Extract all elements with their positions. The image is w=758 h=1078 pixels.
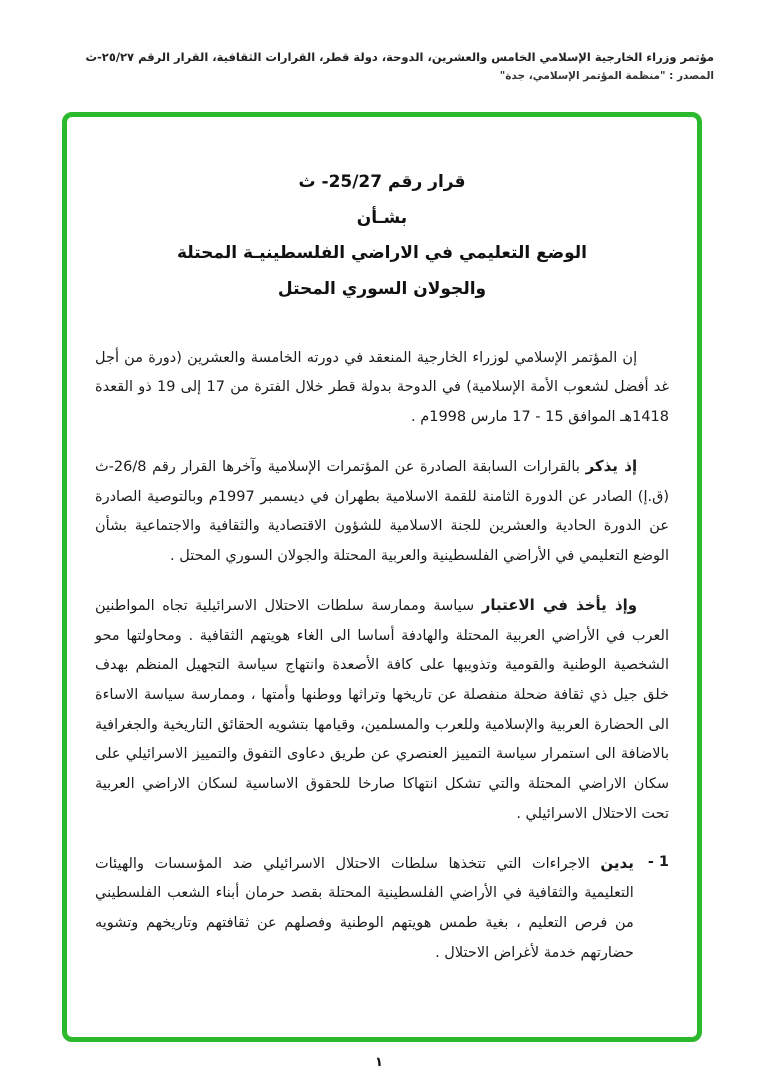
paragraph-recalling-text: بالقرارات السابقة الصادرة عن المؤتمرات الإسلامية وآخرها القرار رقم 26/8-ث (ق.إ) الصادر عن الدورة الثامنة للقمة الاسلامية بطهران في ديسمبر 1997م وبالتوصية الصادرة عن الدورة الحادية والعشرين للجنة الاسلامية للشؤون الاقتصادية والثقافية والاجتماعية بشأن الوضع التعليمي في الأراضي الفلسطينية والعربية المحتلة والجولان السوري المحتل .	[95, 458, 669, 565]
paragraph-recalling	[95, 451, 669, 572]
header-source-line: المصدر : "منظمة المؤتمر الإسلامي، جدة"	[499, 70, 714, 82]
resolution-body	[95, 342, 669, 969]
resolution-regarding-label: بشـأن	[356, 207, 408, 228]
resolution-item-1-lead: يدين	[600, 853, 634, 872]
resolution-subject-line1: الوضع التعليمي في الاراضي الفلسطينيـة المحتلة	[176, 243, 587, 264]
resolution-title-block	[95, 165, 669, 308]
paragraph-considering-text: سياسة وممارسة سلطات الاحتلال الاسرائيلية تجاه المواطنين العرب في الأراضي العربية المحتلة والهادفة أساسا الى الغاء هويتهم الثقافية . ومحاولتها محو الشخصية الوطنية والقومية وتذويبها على كافة الأصعدة وانتهاج سياسة التجهيل المنظم بهدف خلق جيل ذي ثقافة ضحلة منفصلة عن تاريخها وتراثها ووطنها وأمتها ، وممارسة سياسة الاساءة الى الحضارة العربية والإسلامية وللعرب والمسلمين، وقيامها بتشويه الحقائق التاريخية والجغرافية بالاضافة الى استمرار سياسة التمييز العنصري عن طريق دعاوى التفوق والتمييز الاسرائيلي على سكان الاراضي المحتلة والتي تشكل انتهاكا صارخا للحقوق الاساسية لسكان الاراضي العربية تحت الاحتلال الاسرائيلي .	[95, 597, 669, 822]
resolution-item-1-text: الاجراءات التي تتخذها سلطات الاحتلال الاسرائيلي ضد المؤسسات والهيئات التعليمية والثقافية في الأراضي الفلسطينية المحتلة بقصد حرمان أبناء الشعب الفلسطيني من فرص التعليم ، بغية طمس هويتهم الوطنية وفصلهم عن ثقافتهم وتاريخهم وتشويه حضارتهم خدمة لأغراض الاحتلال .	[95, 855, 634, 961]
paragraph-considering	[95, 590, 669, 830]
page-number: ١	[375, 1055, 383, 1070]
paragraph-considering-lead: وإذ يأخذ في الاعتبار	[481, 595, 638, 614]
resolution-number-title: قرار رقم 25/27- ث	[298, 172, 466, 192]
resolution-item-1	[95, 848, 669, 969]
resolution-item-1-number: 1 -	[647, 853, 669, 870]
resolution-subject-line2: والجولان السوري المحتل	[277, 279, 487, 300]
header-conference-line: مؤتمر وزراء الخارجية الإسلامي الخامس والعشرين، الدوحة، دولة قطر، القرارات الثقافية، القرار الرقم ٢٥/٢٧-ث	[85, 50, 714, 64]
document-body-frame	[62, 112, 702, 1042]
paragraph-preamble-text: إن المؤتمر الإسلامي لوزراء الخارجية المنعقد في دورته الخامسة والعشرين (دورة من أجل غد أفضل لشعوب الأمة الإسلامية) في الدوحة بدولة قطر خلال الفترة من 17 إلى 19 ذو القعدة 1418هـ الموافق 15 - 17 مارس 1998م .	[95, 349, 669, 426]
paragraph-preamble	[95, 342, 669, 433]
resolution-item-1-body	[95, 848, 634, 969]
paragraph-recalling-lead: إذ يذكر	[585, 456, 638, 475]
document-header	[44, 50, 714, 82]
